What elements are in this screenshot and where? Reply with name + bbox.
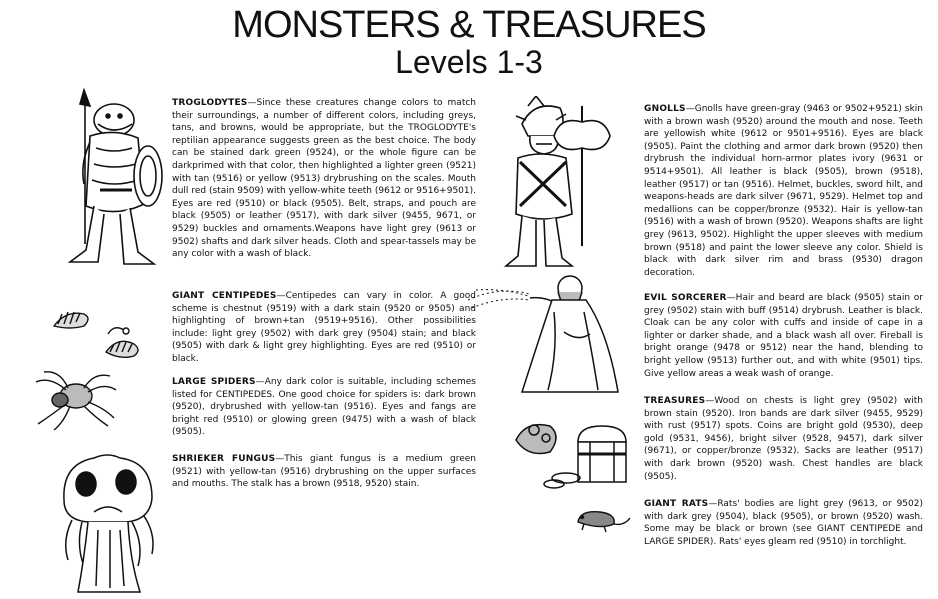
entry-body: —Since these creatures change colors to match their surroundings, a number of different colors, including greys, tans, and browns, would be appropriate, but the TROGLODYTE's reptilian appearance suggests green as the best choice. The body can be stained dark green (9524), or the whole figure can be darkprimed with that color, then highlighted a lighter green (9521) with tan (9516) or yellow (9513) drybrushing on the scales. Mouth dull red (stain 9509) with yellow-white teeth (9612 or 9516+9501). Eyes are red (9510) or black (9505). Belt, straps, and pouch are black (9505) or leather (9517), with dark silver (9455, 9671, or 9529) buckles and ornaments.Weapons have light grey (9613 or 9502) shafts and dark silver heads. Cloth and spear-tassels may be any color with a wash of black. <box>172 98 476 260</box>
page-subtitle: Levels 1-3 <box>395 44 543 80</box>
gnoll-illustration <box>500 96 628 272</box>
troglodyte-illustration <box>40 84 168 280</box>
treasure-chest-illustration <box>506 412 640 494</box>
entry-giant-centipedes <box>172 290 476 366</box>
entry-gnolls <box>644 103 923 279</box>
shrieker-fungus-illustration <box>54 450 162 596</box>
entry-body: —This giant fungus is a medium green (9521) with yellow-tan (9516) drybrushing on the upper surfaces and mouths. The stalk has a brown (9518, 9520) stain. <box>172 454 476 490</box>
giant-rat-illustration <box>570 506 632 534</box>
page-title: MONSTERS & TREASURES <box>232 4 706 46</box>
evil-sorcerer-illustration <box>468 272 628 400</box>
fireball-icon <box>468 290 530 308</box>
entry-heading: GNOLLS <box>644 104 686 114</box>
entry-heading: GIANT RATS <box>644 499 709 509</box>
entry-body: —Hair and beard are black (9505) stain or grey (9502) stain with buff (9514) drybrush. Leather is black. Cloak can be any color with cuffs and inside of cape in a lighter or darker shade, and a black wash all over. Fireball is bright orange (9478 or 9512) near the hand, blending to bright yellow (9513) further out, and with white (9501) tips. Give yellow areas a weak wash of orange. <box>644 293 923 379</box>
spider-illustration <box>30 368 118 432</box>
entry-heading: TROGLODYTES <box>172 98 248 108</box>
entry-heading: LARGE SPIDERS <box>172 377 256 387</box>
entry-treasures <box>644 395 923 483</box>
entry-evil-sorcerer <box>644 292 923 380</box>
entry-heading: TREASURES <box>644 396 706 406</box>
entry-heading: EVIL SORCERER <box>644 293 727 303</box>
entry-troglodytes <box>172 97 476 261</box>
entry-body: —Centipedes can vary in color. A good scheme is chestnut (9519) with a dark stain (9520 or 9505) and highlighting of brown+tan (9519+9516). Other possibilities include: light grey (9502) with dark grey (9504) stain; and black (9505) with dark & light grey highlighting. Eyes are red (9510) or black. <box>172 291 476 364</box>
entry-giant-rats <box>644 498 923 548</box>
entry-heading: GIANT CENTIPEDES <box>172 291 277 301</box>
entry-heading: SHRIEKER FUNGUS <box>172 454 276 464</box>
entry-body: —Wood on chests is light grey (9502) with brown stain (9520). Iron bands are dark silver (9455, 9529) with rust (9517) spots. Coins are bright gold (9530), deep gold (9531, 9456), bright silver (9528, 9457), dark silver (9671), or copper/bronze (9532). Sacks are leather (9517) with dark brown (9520) wash. Chest handles are black (9505). <box>644 396 923 482</box>
entry-body: —Rats' bodies are light grey (9613, or 9502) with dark grey (9504), black (9505), or brown (9520) wash. Some may be black or brown (see GIANT CENTIPEDE and LARGE SPIDER). Rats' eyes gleam red (9510) in torchlight. <box>644 499 923 547</box>
entry-large-spiders <box>172 376 476 439</box>
centipede-illustration <box>48 304 152 360</box>
entry-body: —Gnolls have green-gray (9463 or 9502+9521) skin with a brown wash (9520) around the mouth and nose. Teeth are yellowish white (9612 or 9501+9516). Eyes are black (9505). Paint the clothing and armor dark brown (9520) then drybrush the individual horn-armor plates ivory (9631 or 9514+9501). All leather is black (9505), brown (9518), leather (9517) or tan (9516). Helmet, buckles, sword hilt, and weapons-heads are dark silver (9671, 9529). Helmet top and medallions can be copper/bronze (9532). Hair is yellow-tan (9516) with a wash of brown (9520). Weapons shafts are light grey (9613, 9502). Highlight the upper sleeves with medium brown (9518) and paint the lower sleeve any color. Shield is black with dark silver rim and brass (9530) dragon decoration. <box>644 104 923 278</box>
entry-shrieker-fungus <box>172 453 476 491</box>
entry-body: —Any dark color is suitable, including schemes listed for CENTIPEDES. One good choice for spiders is: dark brown (9520), drybrushed with yellow-tan (9516). Eyes and fangs are bright red (9510) or glowing green (9475) with a wash of black (9505). <box>172 377 476 438</box>
